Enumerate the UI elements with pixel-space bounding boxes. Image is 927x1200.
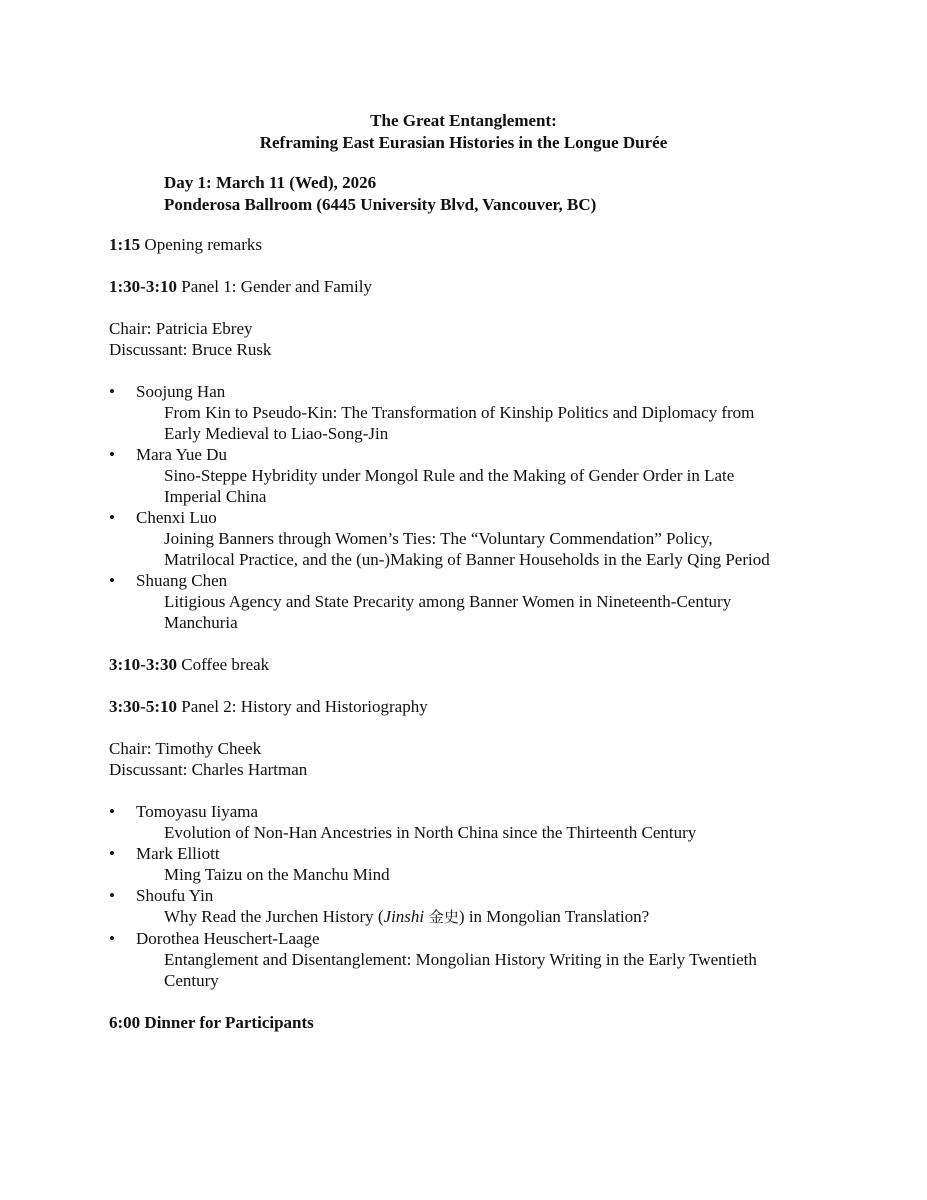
talk-speaker: Soojung Han <box>136 382 226 401</box>
panel2-discussant: Discussant: Charles Hartman <box>109 760 308 779</box>
bullet-icon: • <box>109 929 115 948</box>
talk-speaker: Shoufu Yin <box>136 886 214 905</box>
slot-time: 1:30-3:10 <box>109 277 177 296</box>
talk-item <box>109 801 869 843</box>
talk-title-line: From Kin to Pseudo-Kin: The Transformation of Kinship Politics and Diplomacy from <box>164 403 755 422</box>
slot-label: Coffee break <box>181 655 270 674</box>
talk-title <box>136 864 869 885</box>
panel2-slot <box>109 696 869 717</box>
talk-item <box>109 928 869 991</box>
talk-item <box>109 885 869 928</box>
talk-title-line: Litigious Agency and State Precarity among Banner Women in Nineteenth-Century <box>164 592 732 611</box>
talk-title-line: Evolution of Non-Han Ancestries in North China since the Thirteenth Century <box>164 823 697 842</box>
talk-title <box>136 949 869 991</box>
bullet-icon: • <box>109 508 115 527</box>
talk-title-text: ) in Mongolian Translation? <box>458 907 650 926</box>
talk-item <box>109 507 869 570</box>
talk-title-italic: Jinshi <box>383 907 425 926</box>
bullet-icon: • <box>109 382 115 401</box>
panel1-slot <box>109 276 869 297</box>
talk-title-line: Entanglement and Disentanglement: Mongolian History Writing in the Early Twentieth <box>164 950 757 969</box>
bullet-icon: • <box>109 886 115 905</box>
talk-title-line: Imperial China <box>164 487 267 506</box>
panel1-chair: Chair: Patricia Ebrey <box>109 319 253 338</box>
day-venue: Ponderosa Ballroom (6445 University Blvd, Vancouver, BC) <box>164 195 597 214</box>
talk-title-line: Ming Taizu on the Manchu Mind <box>164 865 390 884</box>
talk-speaker: Dorothea Heuschert-Laage <box>136 929 320 948</box>
talk-title <box>136 528 869 570</box>
talk-title <box>136 591 869 633</box>
day-header <box>164 172 596 216</box>
dinner-slot: 6:00 Dinner for Participants <box>109 1013 314 1032</box>
talk-title-line: Matrilocal Practice, and the (un-)Making of Banner Households in the Early Qing Period <box>164 550 770 569</box>
talk-title-line: Century <box>164 971 219 990</box>
bullet-icon: • <box>109 571 115 590</box>
talk-title-line: Early Medieval to Liao-Song-Jin <box>164 424 389 443</box>
conference-title <box>0 110 927 154</box>
talk-speaker: Chenxi Luo <box>136 508 217 527</box>
day-date: Day 1: March 11 (Wed), 2026 <box>164 173 377 192</box>
talk-title <box>136 906 869 928</box>
talk-item <box>109 444 869 507</box>
panel2-chair: Chair: Timothy Cheek <box>109 739 262 758</box>
slot-label: Opening remarks <box>144 235 262 254</box>
title-line-1: The Great Entanglement: <box>370 111 557 130</box>
slot-time: 1:15 <box>109 235 141 254</box>
talk-speaker: Mark Elliott <box>136 844 220 863</box>
slot-label: Panel 2: History and Historiography <box>181 697 428 716</box>
talk-title <box>136 402 869 444</box>
coffee-slot <box>109 654 869 675</box>
slot-label: Panel 1: Gender and Family <box>181 277 372 296</box>
talk-title-cjk: 金史 <box>424 908 459 926</box>
panel1-discussant: Discussant: Bruce Rusk <box>109 340 272 359</box>
talk-title <box>136 822 869 843</box>
talk-title-line: Joining Banners through Women’s Ties: The “Voluntary Commendation” Policy, <box>164 529 713 548</box>
bullet-icon: • <box>109 844 115 863</box>
bullet-icon: • <box>109 445 115 464</box>
talk-speaker: Shuang Chen <box>136 571 228 590</box>
slot-time: 3:30-5:10 <box>109 697 177 716</box>
slot-time: 3:10-3:30 <box>109 655 177 674</box>
talk-title-line: Sino-Steppe Hybridity under Mongol Rule and the Making of Gender Order in Late <box>164 466 735 485</box>
bullet-icon: • <box>109 802 115 821</box>
talk-title-text: Why Read the Jurchen History ( <box>164 907 384 926</box>
talk-speaker: Tomoyasu Iiyama <box>136 802 259 821</box>
talk-title-line <box>164 906 869 928</box>
title-line-2: Reframing East Eurasian Histories in the Longue Durée <box>259 133 668 152</box>
talk-item <box>109 570 869 633</box>
talk-item <box>109 843 869 885</box>
opening-slot <box>109 234 869 255</box>
talk-item <box>109 381 869 444</box>
talk-speaker: Mara Yue Du <box>136 445 227 464</box>
talk-title <box>136 465 869 507</box>
schedule <box>109 234 869 1033</box>
talk-title-line: Manchuria <box>164 613 238 632</box>
